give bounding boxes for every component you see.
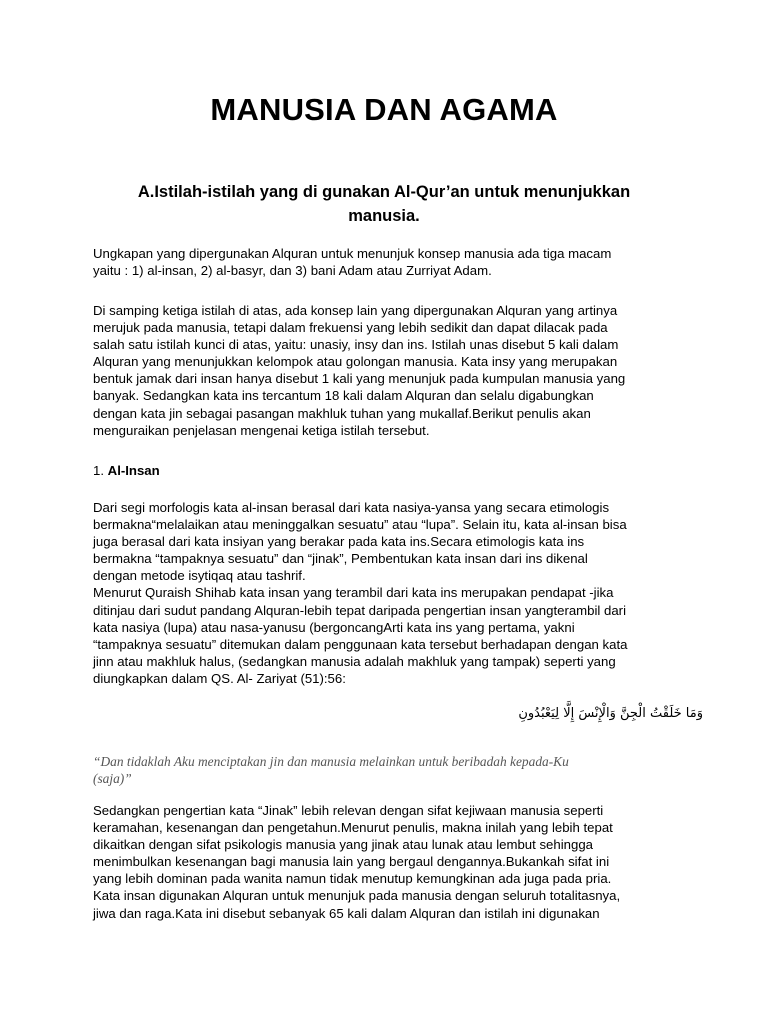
- text-line: Ungkapan yang dipergunakan Alquran untuk menunjuk konsep manusia ada tiga macam: [93, 246, 612, 261]
- text-line: yaitu : 1) al-insan, 2) al-basyr, dan 3) bani Adam atau Zurriyat Adam.: [93, 263, 492, 279]
- text-line: dikaitkan dengan sifat psikologis manusia yang jinak atau lunak atau lembut sehingga: [93, 837, 593, 853]
- text-line: jiwa dan raga.Kata ini disebut sebanyak 65 kali dalam Alquran dan istilah ini digunakan: [93, 905, 600, 921]
- text-line: yang lebih dominan pada wanita namun tidak menutup kemungkinan ada juga pada pria.: [93, 871, 612, 887]
- text-line: Kata insan digunakan Alquran untuk menunjuk pada manusia dengan seluruh totalitasnya,: [93, 888, 621, 904]
- subsection-label: Al-Insan: [107, 463, 160, 478]
- text-line: “tampaknya sesuatu” ditemukan dalam penggunaan kata tersebut berhadapan dengan kata: [93, 636, 628, 652]
- text-line: (saja)”: [93, 771, 132, 786]
- section-heading-line-1: A.Istilah-istilah yang di gunakan Al-Qur’an untuk menunjukkan: [137, 183, 631, 201]
- section-heading-line-2: manusia.: [348, 207, 420, 225]
- text-line: kata nasiya (lupa) atau nasa-yanusu (bergoncangArti kata ins yang pertama, yakni: [93, 619, 575, 635]
- text-line: Di samping ketiga istilah di atas, ada konsep lain yang dipergunakan Alquran yang artinya: [93, 303, 618, 318]
- text-line: Sedangkan pengertian kata “Jinak” lebih relevan dengan sifat kejiwaan manusia seperti: [93, 803, 604, 818]
- section-heading: [100, 180, 668, 228]
- text-line: bentuk jamak dari insan hanya disebut 1 kali yang menunjuk pada kumpulan manusia yang: [93, 371, 626, 387]
- text-line: salah satu istilah kunci di atas, yaitu: unasiy, insy dan ins. Istilah unas disebut 5 kali dalam: [93, 337, 619, 353]
- text-line: menimbulkan kesenangan bagi manusia lain yang bergaul dengannya.Bukankah sifat ini: [93, 854, 610, 870]
- text-line: Menurut Quraish Shihab kata insan yang terambil dari kata ins merupakan pendapat -jika: [93, 585, 614, 601]
- paragraph-al-insan: [93, 499, 693, 687]
- verse-translation: [93, 753, 673, 787]
- arabic-verse: وَمَا خَلَقْتُ الْجِنَّ وَالْإِنْسَ إِلَّا لِيَعْبُدُونِ: [518, 706, 703, 721]
- page-title: MANUSIA DAN AGAMA: [210, 92, 558, 127]
- text-line: banyak. Sedangkan kata ins tercantum 18 kali dalam Alquran dan selalu digabungkan: [93, 388, 594, 404]
- text-line: Dari segi morfologis kata al-insan berasal dari kata nasiya-yansa yang secara etimologis: [93, 500, 610, 515]
- text-line: ditinjau dari sudut pandang Alquran-lebih tepat daripada pengertian insan yangterambil dari: [93, 602, 626, 618]
- text-line: bermakna “tampaknya sesuatu” dan “jinak”, Pembentukan kata insan dari ins dikenal: [93, 551, 588, 567]
- subsection-number: 1.: [93, 463, 104, 478]
- text-line: diungkapkan dalam QS. Al- Zariyat (51):56:: [93, 670, 346, 686]
- text-line: keramahan, kesenangan dan pengetahun.Menurut penulis, makna inilah yang lebih tepat: [93, 820, 613, 836]
- paragraph-other-terms: [93, 302, 693, 439]
- text-line: dengan kata jin sebagai pasangan makhluk tuhan yang mukallaf.Berikut penulis akan: [93, 405, 591, 421]
- paragraph-intro: [93, 245, 693, 279]
- paragraph-jinak: [93, 802, 693, 922]
- text-line: jinn atau makhluk halus, (sedangkan manusia adalah makhluk yang tampak) seperti yang: [93, 653, 616, 669]
- text-line: bermakna“melalaikan atau meninggalkan sesuatu” atau “lupa”. Selain itu, kata al-insan bisa: [93, 517, 627, 533]
- subsection-heading: [93, 462, 160, 479]
- text-line: dengan metode isytiqaq atau tashrif.: [93, 568, 306, 584]
- text-line: juga berasal dari kata insiyan yang berakar pada kata ins.Secara etimologis kata ins: [93, 534, 585, 550]
- text-line: merujuk pada manusia, tetapi dalam frekuensi yang lebih sedikit dan dapat dilacak pada: [93, 320, 608, 336]
- text-line: menguraikan penjelasan mengenai ketiga istilah tersebut.: [93, 422, 430, 438]
- text-line: “Dan tidaklah Aku menciptakan jin dan manusia melainkan untuk beribadah kepada-Ku: [93, 754, 569, 769]
- text-line: Alquran yang menunjukkan kelompok atau golongan manusia. Kata insy yang merupakan: [93, 354, 618, 370]
